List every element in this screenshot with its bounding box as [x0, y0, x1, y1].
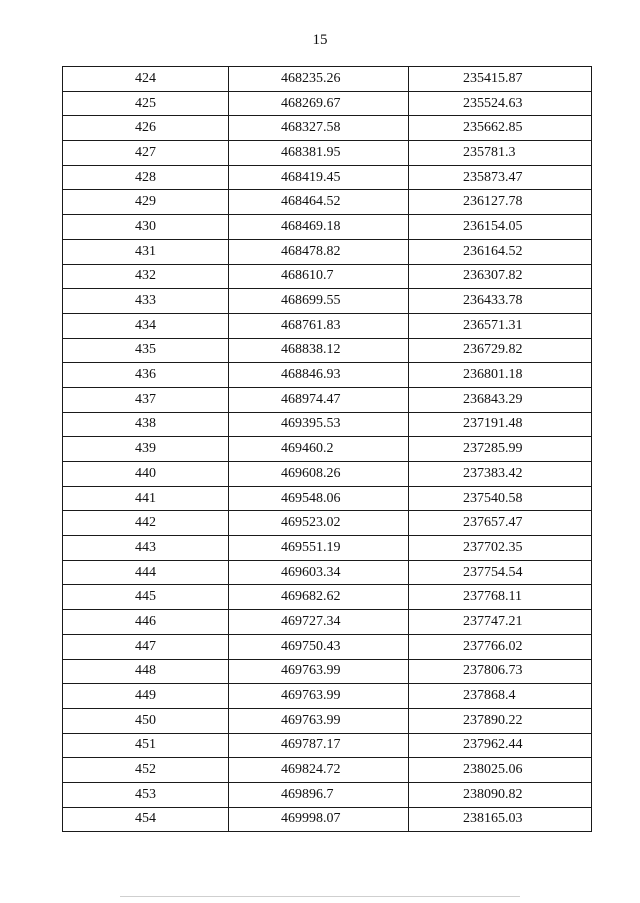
y-coordinate-cell: 236571.31 [409, 313, 592, 338]
point-number-cell: 428 [63, 165, 229, 190]
table-row [63, 141, 592, 166]
table-row [63, 387, 592, 412]
coordinates-table-body [63, 67, 592, 832]
x-coordinate-cell: 469763.99 [229, 684, 409, 709]
x-coordinate-cell: 469551.19 [229, 536, 409, 561]
y-coordinate-cell: 237285.99 [409, 437, 592, 462]
table-row [63, 289, 592, 314]
table-row [63, 511, 592, 536]
table-row [63, 758, 592, 783]
y-coordinate-cell: 236307.82 [409, 264, 592, 289]
y-coordinate-cell: 236127.78 [409, 190, 592, 215]
y-coordinate-cell: 237702.35 [409, 536, 592, 561]
table-row [63, 634, 592, 659]
point-number-cell: 447 [63, 634, 229, 659]
y-coordinate-cell: 237890.22 [409, 708, 592, 733]
y-coordinate-cell: 237868.4 [409, 684, 592, 709]
y-coordinate-cell: 236433.78 [409, 289, 592, 314]
x-coordinate-cell: 469998.07 [229, 807, 409, 832]
y-coordinate-cell: 235524.63 [409, 91, 592, 116]
y-coordinate-cell: 238025.06 [409, 758, 592, 783]
x-coordinate-cell: 469824.72 [229, 758, 409, 783]
table-row [63, 782, 592, 807]
x-coordinate-cell: 468464.52 [229, 190, 409, 215]
table-row [63, 684, 592, 709]
coordinates-table [62, 66, 592, 832]
table-row [63, 116, 592, 141]
y-coordinate-cell: 237768.11 [409, 585, 592, 610]
point-number-cell: 436 [63, 363, 229, 388]
y-coordinate-cell: 236801.18 [409, 363, 592, 388]
table-row [63, 610, 592, 635]
y-coordinate-cell: 235873.47 [409, 165, 592, 190]
table-row [63, 733, 592, 758]
point-number-cell: 450 [63, 708, 229, 733]
table-row [63, 239, 592, 264]
x-coordinate-cell: 468974.47 [229, 387, 409, 412]
table-row [63, 462, 592, 487]
point-number-cell: 444 [63, 560, 229, 585]
point-number-cell: 443 [63, 536, 229, 561]
y-coordinate-cell: 237806.73 [409, 659, 592, 684]
table-row [63, 437, 592, 462]
page-number: 15 [312, 32, 328, 48]
x-coordinate-cell: 468838.12 [229, 338, 409, 363]
point-number-cell: 442 [63, 511, 229, 536]
point-number-cell: 445 [63, 585, 229, 610]
y-coordinate-cell: 237747.21 [409, 610, 592, 635]
x-coordinate-cell: 468478.82 [229, 239, 409, 264]
y-coordinate-cell: 238090.82 [409, 782, 592, 807]
table-row [63, 585, 592, 610]
point-number-cell: 429 [63, 190, 229, 215]
point-number-cell: 451 [63, 733, 229, 758]
y-coordinate-cell: 237962.44 [409, 733, 592, 758]
point-number-cell: 452 [63, 758, 229, 783]
point-number-cell: 424 [63, 67, 229, 92]
x-coordinate-cell: 468610.7 [229, 264, 409, 289]
x-coordinate-cell: 469608.26 [229, 462, 409, 487]
table-row [63, 363, 592, 388]
page-bottom-rule [120, 896, 520, 897]
y-coordinate-cell: 236154.05 [409, 215, 592, 240]
point-number-cell: 454 [63, 807, 229, 832]
point-number-cell: 438 [63, 412, 229, 437]
x-coordinate-cell: 468327.58 [229, 116, 409, 141]
table-row [63, 67, 592, 92]
table-row [63, 190, 592, 215]
point-number-cell: 453 [63, 782, 229, 807]
x-coordinate-cell: 468699.55 [229, 289, 409, 314]
table-row [63, 264, 592, 289]
x-coordinate-cell: 468419.45 [229, 165, 409, 190]
point-number-cell: 435 [63, 338, 229, 363]
coordinates-table-container [62, 66, 591, 832]
table-row [63, 807, 592, 832]
y-coordinate-cell: 237754.54 [409, 560, 592, 585]
point-number-cell: 432 [63, 264, 229, 289]
x-coordinate-cell: 469460.2 [229, 437, 409, 462]
x-coordinate-cell: 469603.34 [229, 560, 409, 585]
x-coordinate-cell: 469896.7 [229, 782, 409, 807]
table-row [63, 536, 592, 561]
x-coordinate-cell: 469727.34 [229, 610, 409, 635]
y-coordinate-cell: 235662.85 [409, 116, 592, 141]
x-coordinate-cell: 469523.02 [229, 511, 409, 536]
y-coordinate-cell: 238165.03 [409, 807, 592, 832]
x-coordinate-cell: 468381.95 [229, 141, 409, 166]
point-number-cell: 440 [63, 462, 229, 487]
point-number-cell: 437 [63, 387, 229, 412]
point-number-cell: 430 [63, 215, 229, 240]
y-coordinate-cell: 237191.48 [409, 412, 592, 437]
x-coordinate-cell: 469750.43 [229, 634, 409, 659]
point-number-cell: 431 [63, 239, 229, 264]
table-row [63, 708, 592, 733]
y-coordinate-cell: 237540.58 [409, 486, 592, 511]
y-coordinate-cell: 237766.02 [409, 634, 592, 659]
point-number-cell: 433 [63, 289, 229, 314]
table-row [63, 165, 592, 190]
x-coordinate-cell: 469763.99 [229, 659, 409, 684]
table-row [63, 560, 592, 585]
y-coordinate-cell: 236729.82 [409, 338, 592, 363]
x-coordinate-cell: 469787.17 [229, 733, 409, 758]
table-row [63, 215, 592, 240]
table-row [63, 412, 592, 437]
point-number-cell: 426 [63, 116, 229, 141]
x-coordinate-cell: 469548.06 [229, 486, 409, 511]
x-coordinate-cell: 469395.53 [229, 412, 409, 437]
point-number-cell: 439 [63, 437, 229, 462]
point-number-cell: 425 [63, 91, 229, 116]
y-coordinate-cell: 235781.3 [409, 141, 592, 166]
table-row [63, 91, 592, 116]
point-number-cell: 434 [63, 313, 229, 338]
x-coordinate-cell: 468469.18 [229, 215, 409, 240]
table-row [63, 486, 592, 511]
table-row [63, 313, 592, 338]
x-coordinate-cell: 468761.83 [229, 313, 409, 338]
x-coordinate-cell: 469682.62 [229, 585, 409, 610]
y-coordinate-cell: 236843.29 [409, 387, 592, 412]
table-row [63, 338, 592, 363]
point-number-cell: 449 [63, 684, 229, 709]
y-coordinate-cell: 237383.42 [409, 462, 592, 487]
y-coordinate-cell: 237657.47 [409, 511, 592, 536]
point-number-cell: 441 [63, 486, 229, 511]
point-number-cell: 427 [63, 141, 229, 166]
x-coordinate-cell: 469763.99 [229, 708, 409, 733]
y-coordinate-cell: 235415.87 [409, 67, 592, 92]
y-coordinate-cell: 236164.52 [409, 239, 592, 264]
point-number-cell: 446 [63, 610, 229, 635]
table-row [63, 659, 592, 684]
x-coordinate-cell: 468846.93 [229, 363, 409, 388]
x-coordinate-cell: 468235.26 [229, 67, 409, 92]
x-coordinate-cell: 468269.67 [229, 91, 409, 116]
point-number-cell: 448 [63, 659, 229, 684]
